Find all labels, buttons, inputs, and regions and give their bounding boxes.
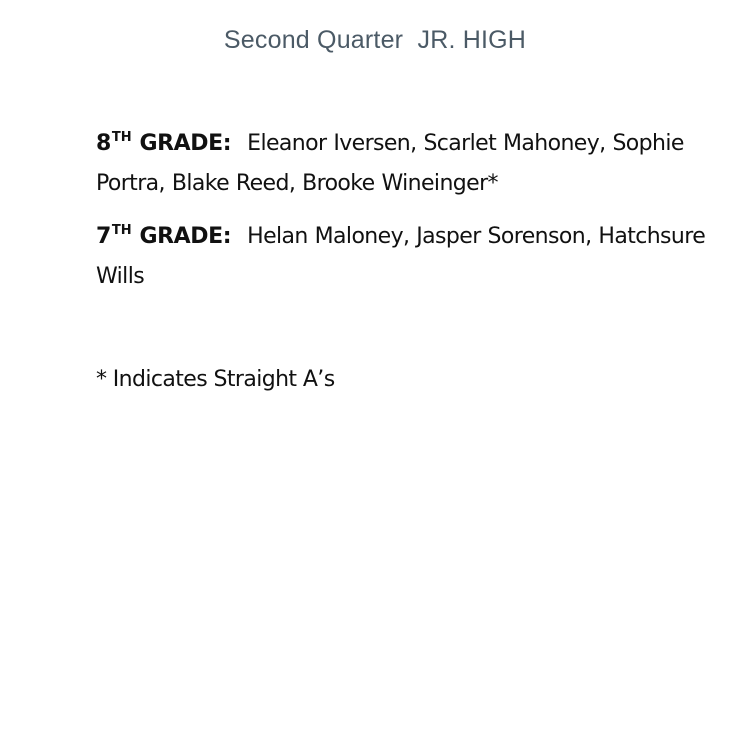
- grade-7-number: 7: [96, 224, 111, 249]
- grade-8-number: 8: [96, 131, 111, 156]
- straight-a-footnote: * Indicates Straight A’s: [96, 367, 335, 392]
- grade-8-ordinal-suffix: TH: [111, 130, 132, 145]
- grade-7-names: Helan Maloney, Jasper Sorenson, Hatchsure Wills: [96, 224, 706, 289]
- grade-7-ordinal-suffix: TH: [111, 223, 132, 238]
- grade-8-honor-list: [96, 124, 716, 204]
- grade-8-label: [96, 131, 231, 156]
- grade-7-honor-list: [96, 217, 716, 297]
- grade-8-label-text: GRADE:: [139, 131, 232, 156]
- grade-8-names: Eleanor Iversen, Scarlet Mahoney, Sophie Portra, Blake Reed, Brooke Wineinger*: [96, 131, 684, 196]
- grade-7-label-text: GRADE:: [139, 224, 232, 249]
- grade-7-label: [96, 224, 231, 249]
- page-title: Second Quarter JR. HIGH: [223, 26, 527, 54]
